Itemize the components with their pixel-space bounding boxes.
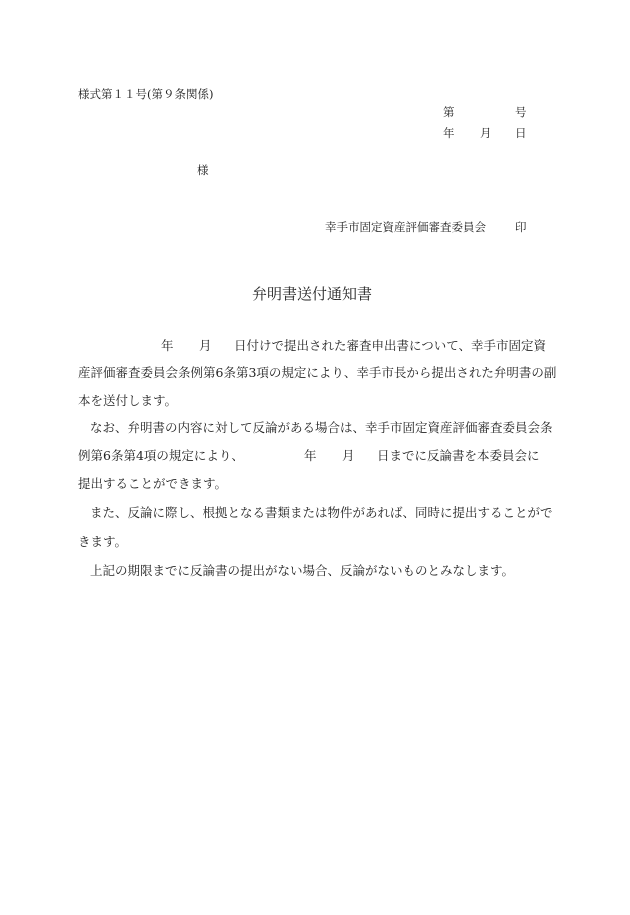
date-year-label: 年	[443, 126, 455, 140]
p1-line2-text: 産評価審査委員会条例第6条第3項の規定により、幸手市長から提出された弁明書の副	[78, 365, 557, 380]
document-number-prefix: 第	[443, 105, 455, 119]
p1-year-label: 年	[161, 338, 174, 353]
p1-month-label: 月	[199, 338, 212, 353]
document-number-suffix: 号	[515, 105, 527, 119]
p2-line1-text: なお、弁明書の内容に対して反論がある場合は、幸手市固定資産評価審査委員会条	[90, 420, 553, 435]
form-number: 様式第１１号(第９条関係)	[78, 87, 214, 101]
recipient-honorific: 様	[197, 163, 209, 177]
date-day-label: 日	[515, 126, 527, 140]
p1-line1-text: 日付けで提出された審査申出書について、幸手市固定資	[234, 338, 547, 353]
p4-line1-text: 上記の期限までに反論書の提出がない場合、反論がないものとみなします。	[90, 563, 515, 578]
p2-month-label: 月	[342, 448, 355, 463]
p2-line2-start: 例第6条第4項の規定により、	[78, 448, 244, 463]
p2-line3-text: 提出することができます。	[78, 476, 228, 491]
p3-line1-text: また、反論に際し、根拠となる書類または物件があれば、同時に提出することがで	[90, 505, 553, 520]
sender-seal: 印	[515, 220, 527, 234]
sender-name: 幸手市固定資産評価審査委員会	[325, 220, 486, 234]
p2-line2-end: 日までに反論書を本委員会に	[377, 448, 540, 463]
p1-line3-text: 本を送付します。	[78, 393, 178, 408]
document-title: 弁明書送付通知書	[252, 285, 373, 303]
p3-line2-text: きます。	[78, 534, 128, 549]
p2-year-label: 年	[304, 448, 317, 463]
date-month-label: 月	[480, 126, 492, 140]
